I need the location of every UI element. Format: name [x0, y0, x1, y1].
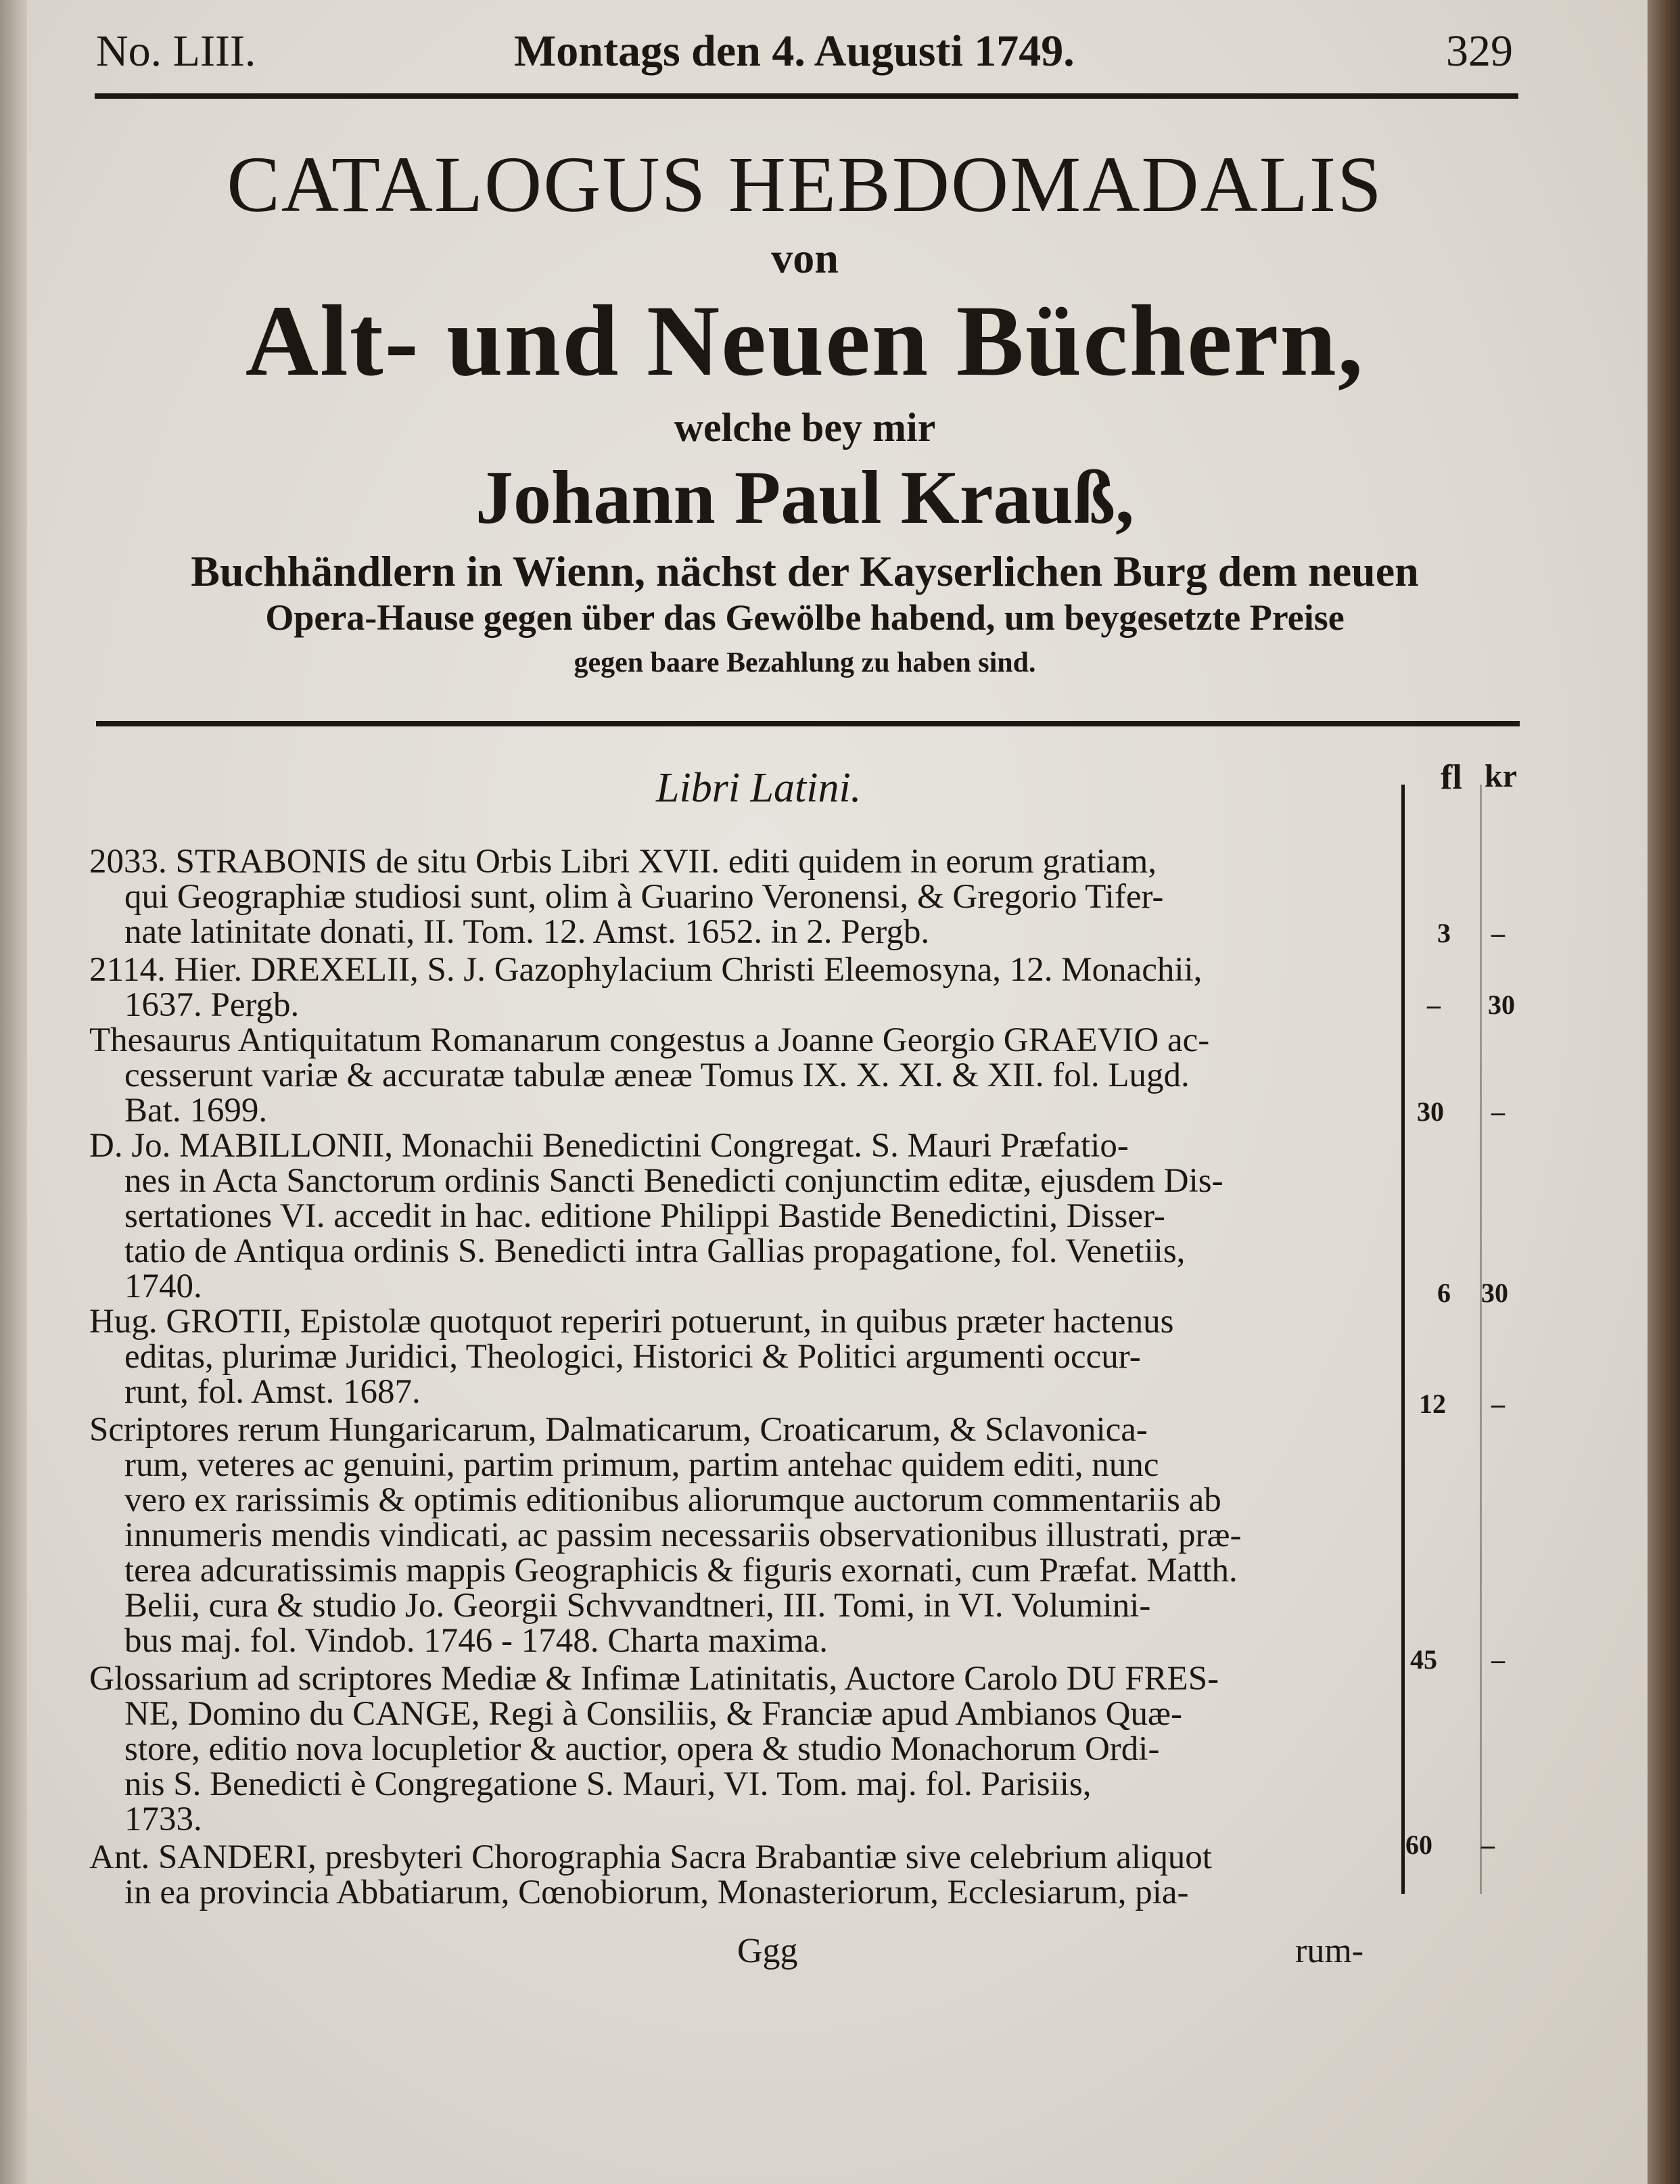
- bookseller-name: Johann Paul Krauß,: [475, 456, 1135, 540]
- entry-line: Glossarium ad scriptores Mediæ & Infimæ Latinitatis, Auctore Carolo DU FRES-: [89, 1660, 1219, 1698]
- entry-line: nate latinitate donati, II. Tom. 12. Amst. 1652. in 2. Pergb.: [124, 913, 930, 951]
- section-title: Libri Latini.: [656, 765, 862, 811]
- price-kr: 30: [1488, 990, 1515, 1020]
- entry-line: NE, Domino du CANGE, Regi à Consiliis, & Franciæ apud Ambianos Quæ-: [124, 1695, 1182, 1733]
- entry-line: D. Jo. MABILLONII, Monachii Benedictini Congregat. S. Mauri Præfatio-: [89, 1127, 1129, 1165]
- entry-line: innumeris mendis vindicati, ac passim necessariis observationibus illustrati, præ-: [124, 1516, 1242, 1554]
- issue-number: No. LIII.: [96, 26, 256, 76]
- entry-line: tatio de Antiqua ordinis S. Benedicti intra Gallias propagatione, fol. Venetiis,: [124, 1232, 1186, 1270]
- entry-line: 1733.: [124, 1800, 202, 1838]
- entry-line: Scriptores rerum Hungaricarum, Dalmaticarum, Croaticarum, & Sclavonica-: [89, 1411, 1148, 1449]
- column-header-kr: kr: [1485, 758, 1517, 794]
- entry-line: runt, fol. Amst. 1687.: [124, 1373, 421, 1411]
- entry-line: Bat. 1699.: [124, 1092, 268, 1130]
- entry-line: bus maj. fol. Vindob. 1746 - 1748. Charta maxima.: [124, 1622, 828, 1660]
- entry-line: editas, plurimæ Juridici, Theologici, Historici & Politici argumenti occur-: [124, 1338, 1141, 1376]
- entry-line: Belii, cura & studio Jo. Georgii Schvvandtneri, III. Tomi, in VI. Volumini-: [124, 1587, 1151, 1625]
- entry-line: nis S. Benedicti è Congregatione S. Mauri, VI. Tom. maj. fol. Parisiis,: [124, 1765, 1092, 1803]
- price-column-rule: [1401, 785, 1405, 1894]
- price-fl: 12: [1419, 1389, 1446, 1419]
- price-fl: –: [1427, 990, 1441, 1020]
- catchword: rum-: [1295, 1932, 1364, 1970]
- price-fl: 30: [1417, 1096, 1444, 1127]
- header-rule: [95, 93, 1518, 99]
- price-fl: 6: [1437, 1278, 1451, 1308]
- masthead-welche: welche bey mir: [674, 405, 936, 450]
- entry-line: sertationes VI. accedit in hac. editione Philippi Bastide Benedictini, Disser-: [124, 1197, 1165, 1235]
- price-kr: –: [1491, 1389, 1505, 1419]
- catalog-title: CATALOGUS HEBDOMADALIS: [227, 140, 1383, 229]
- entry-line: Thesaurus Antiquitatum Romanarum congestus a Joanne Georgio GRAEVIO ac-: [89, 1021, 1210, 1059]
- price-fl: 60: [1405, 1830, 1432, 1860]
- masthead-rule: [96, 721, 1520, 726]
- price-fl: 45: [1410, 1644, 1437, 1675]
- entry-line: in ea provincia Abbatiarum, Cœnobiorum, Monasteriorum, Ecclesiarum, pia-: [124, 1874, 1189, 1911]
- price-kr: –: [1491, 1096, 1505, 1127]
- entry-line: qui Geographiæ studiosi sunt, olim à Guarino Veronensi, & Gregorio Tifer-: [124, 878, 1164, 916]
- entry-line: terea adcuratissimis mappis Geographicis & figuris exornati, cum Præfat. Matth.: [124, 1552, 1238, 1589]
- bookseller-address-line-3: gegen baare Bezahlung zu haben sind.: [574, 647, 1036, 678]
- entry-line: store, editio nova locupletior & auctior, opera & studio Monachorum Ordi-: [124, 1730, 1160, 1768]
- entry-line: rum, veteres ac genuini, partim primum, partim antehac quidem editi, nunc: [124, 1446, 1159, 1484]
- price-kr: –: [1491, 918, 1505, 948]
- book-binding-edge: [1648, 0, 1680, 2184]
- entry-line: nes in Acta Sanctorum ordinis Sancti Benedicti conjunctim editæ, ejusdem Dis-: [124, 1162, 1223, 1200]
- entry-line: 1637. Pergb.: [124, 986, 300, 1024]
- entry-line: 2114. Hier. DREXELII, S. J. Gazophylacium Christi Eleemosyna, 12. Monachii,: [89, 951, 1203, 989]
- price-fl: 3: [1437, 918, 1451, 948]
- masthead-books: Alt- und Neuen Büchern,: [245, 285, 1365, 397]
- entry-line: Hug. GROTII, Epistolæ quotquot reperiri potuerunt, in quibus præter hactenus: [89, 1303, 1174, 1341]
- entry-line: cesserunt variæ & accuratæ tabulæ æneæ Tomus IX. X. XI. & XII. fol. Lugd.: [124, 1056, 1190, 1094]
- entry-line: 1740.: [124, 1268, 202, 1305]
- entry-line: Ant. SANDERI, presbyteri Chorographia Sacra Brabantiæ sive celebrium aliquot: [89, 1838, 1212, 1876]
- page-number: 329: [1446, 26, 1513, 76]
- price-column-divider: [1480, 785, 1482, 1894]
- entry-line: 2033. STRABONIS de situ Orbis Libri XVII. editi quidem in eorum gratiam,: [89, 843, 1157, 881]
- issue-date: Montags den 4. Augusti 1749.: [514, 26, 1075, 76]
- entry-line: vero ex rarissimis & optimis editionibus aliorumque auctorum commentariis ab: [124, 1481, 1221, 1519]
- price-kr: –: [1491, 1644, 1505, 1675]
- gathering-signature: Ggg: [737, 1932, 798, 1970]
- masthead-von: von: [771, 234, 839, 282]
- bookseller-address-line-1: Buchhändlern in Wienn, nächst der Kayserlichen Burg dem neuen: [191, 547, 1419, 595]
- column-header-fl: fl: [1441, 758, 1462, 797]
- bookseller-address-line-2: Opera-Hause gegen über das Gewölbe habend, um beygesetzte Preise: [265, 597, 1345, 638]
- price-kr: –: [1481, 1830, 1495, 1860]
- price-kr: 30: [1481, 1278, 1508, 1308]
